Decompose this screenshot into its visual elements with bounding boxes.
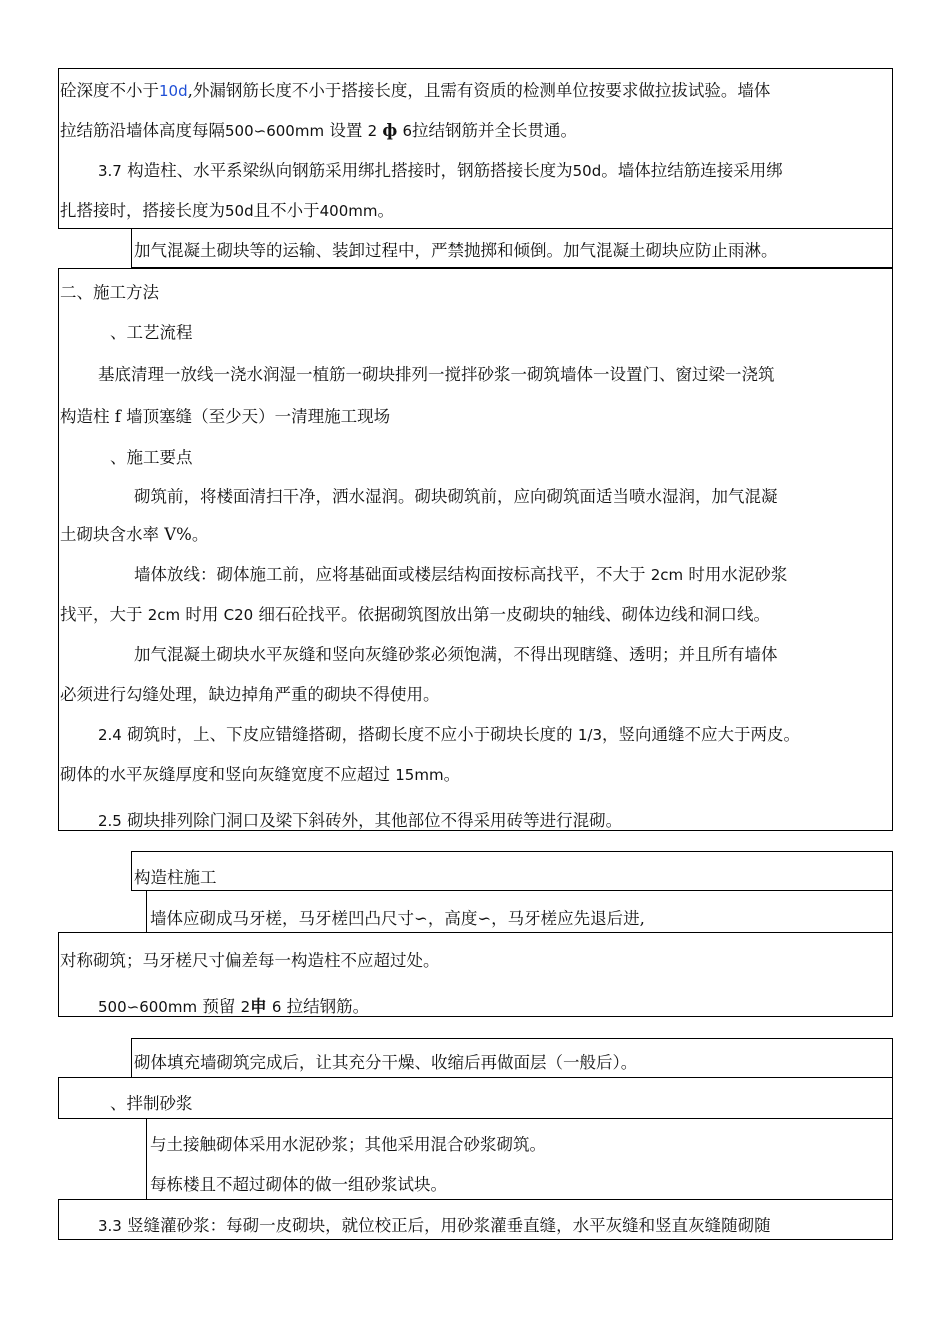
subheading-process: 、工艺流程 xyxy=(110,323,193,342)
text-line: 基底清理一放线一浇水润湿一植筋一砌块排列一搅拌砂浆一砌筑墙体一设置门、窗过梁一浇筑 xyxy=(98,365,775,384)
text-line: 每栋楼且不超过砌体的做一组砂浆试块。 xyxy=(150,1175,447,1194)
rebar-symbol: ф xyxy=(382,121,398,140)
transport-note: 加气混凝土砌块等的运输、装卸过程中，严禁抛掷和倾倒。加气混凝土砌块应防止雨淋。 xyxy=(134,241,778,260)
text-line: 加气混凝土砌块水平灰缝和竖向灰缝砂浆必须饱满，不得出现瞎缝、透明；并且所有墙体 xyxy=(134,645,778,664)
text-line: 墙体放线：砌体施工前，应将基础面或楼层结构面按标高找平，不大于 2cm 时用水泥砂浆 xyxy=(134,565,788,584)
text-line: 500∽600mm 预留 2申 6 拉结钢筋。 xyxy=(98,997,370,1016)
text-line: 2.4 砌筑时，上、下皮应错缝搭砌，搭砌长度不应小于砌块长度的 1/3，竖向通缝不应大于两皮。 xyxy=(98,725,800,744)
main-box xyxy=(58,268,893,831)
section-heading: 二、施工方法 xyxy=(60,283,159,302)
text-line: 砼深度不小于10d,外漏钢筋长度不小于搭接长度，且需有资质的检测单位按要求做拉拔试验。墙体 xyxy=(60,81,771,100)
text-line: 墙体应砌成马牙槎，马牙槎凹凸尺寸∽，高度∽，马牙槎应先退后进, xyxy=(150,909,645,928)
subheading-key-points: 、施工要点 xyxy=(110,448,193,467)
text-line: 3.3 竖缝灌砂浆：每砌一皮砌块，就位校正后，用砂浆灌垂直缝，水平灰缝和竖直灰缝随砌随 xyxy=(98,1216,771,1235)
text-line: 找平，大于 2cm 时用 C20 细石砼找平。依据砌筑图放出第一皮砌块的轴线、砌体边线和洞口线。 xyxy=(60,605,770,624)
text-line: 2.5 砌块排列除门洞口及梁下斜砖外，其他部位不得采用砖等进行混砌。 xyxy=(98,811,623,830)
value-10d: 10d xyxy=(159,82,188,100)
text-line: 与土接触砌体采用水泥砂浆；其他采用混合砂浆砌筑。 xyxy=(150,1135,546,1154)
text-line: 对称砌筑；马牙槎尺寸偏差每一构造柱不应超过处。 xyxy=(60,951,440,970)
text-line: 构造柱 f 墙顶塞缝（至少天）一清理施工现场 xyxy=(60,407,391,426)
column-title: 构造柱施工 xyxy=(134,868,217,887)
text-line: 3.7 构造柱、水平系梁纵向钢筋采用绑扎搭接时，钢筋搭接长度为50d。墙体拉结筋连接采用绑 xyxy=(98,161,783,180)
text-line: 土砌块含水率 V%。 xyxy=(60,525,209,544)
text-line: 扎搭接时，搭接长度为50d且不小于400mm。 xyxy=(60,201,394,220)
text-line: 砌体的水平灰缝厚度和竖向灰缝宽度不应超过 15mm。 xyxy=(60,765,461,784)
text-line: 砌体填充墙砌筑完成后，让其充分干燥、收缩后再做面层（一般后）。 xyxy=(134,1053,638,1072)
column-title-box xyxy=(131,851,893,891)
text-line: 拉结筋沿墙体高度每隔500∽600mm 设置 2 ф 6拉结钢筋并全长贯通。 xyxy=(60,121,578,140)
text-line: 必须进行勾缝处理，缺边掉角严重的砌块不得使用。 xyxy=(60,685,440,704)
mortar-heading: 、拌制砂浆 xyxy=(110,1094,193,1113)
rebar-symbol: 申 xyxy=(250,997,267,1016)
text-line: 砌筑前，将楼面清扫干净，洒水湿润。砌块砌筑前，应向砌筑面适当喷水湿润，加气混凝 xyxy=(134,487,778,506)
